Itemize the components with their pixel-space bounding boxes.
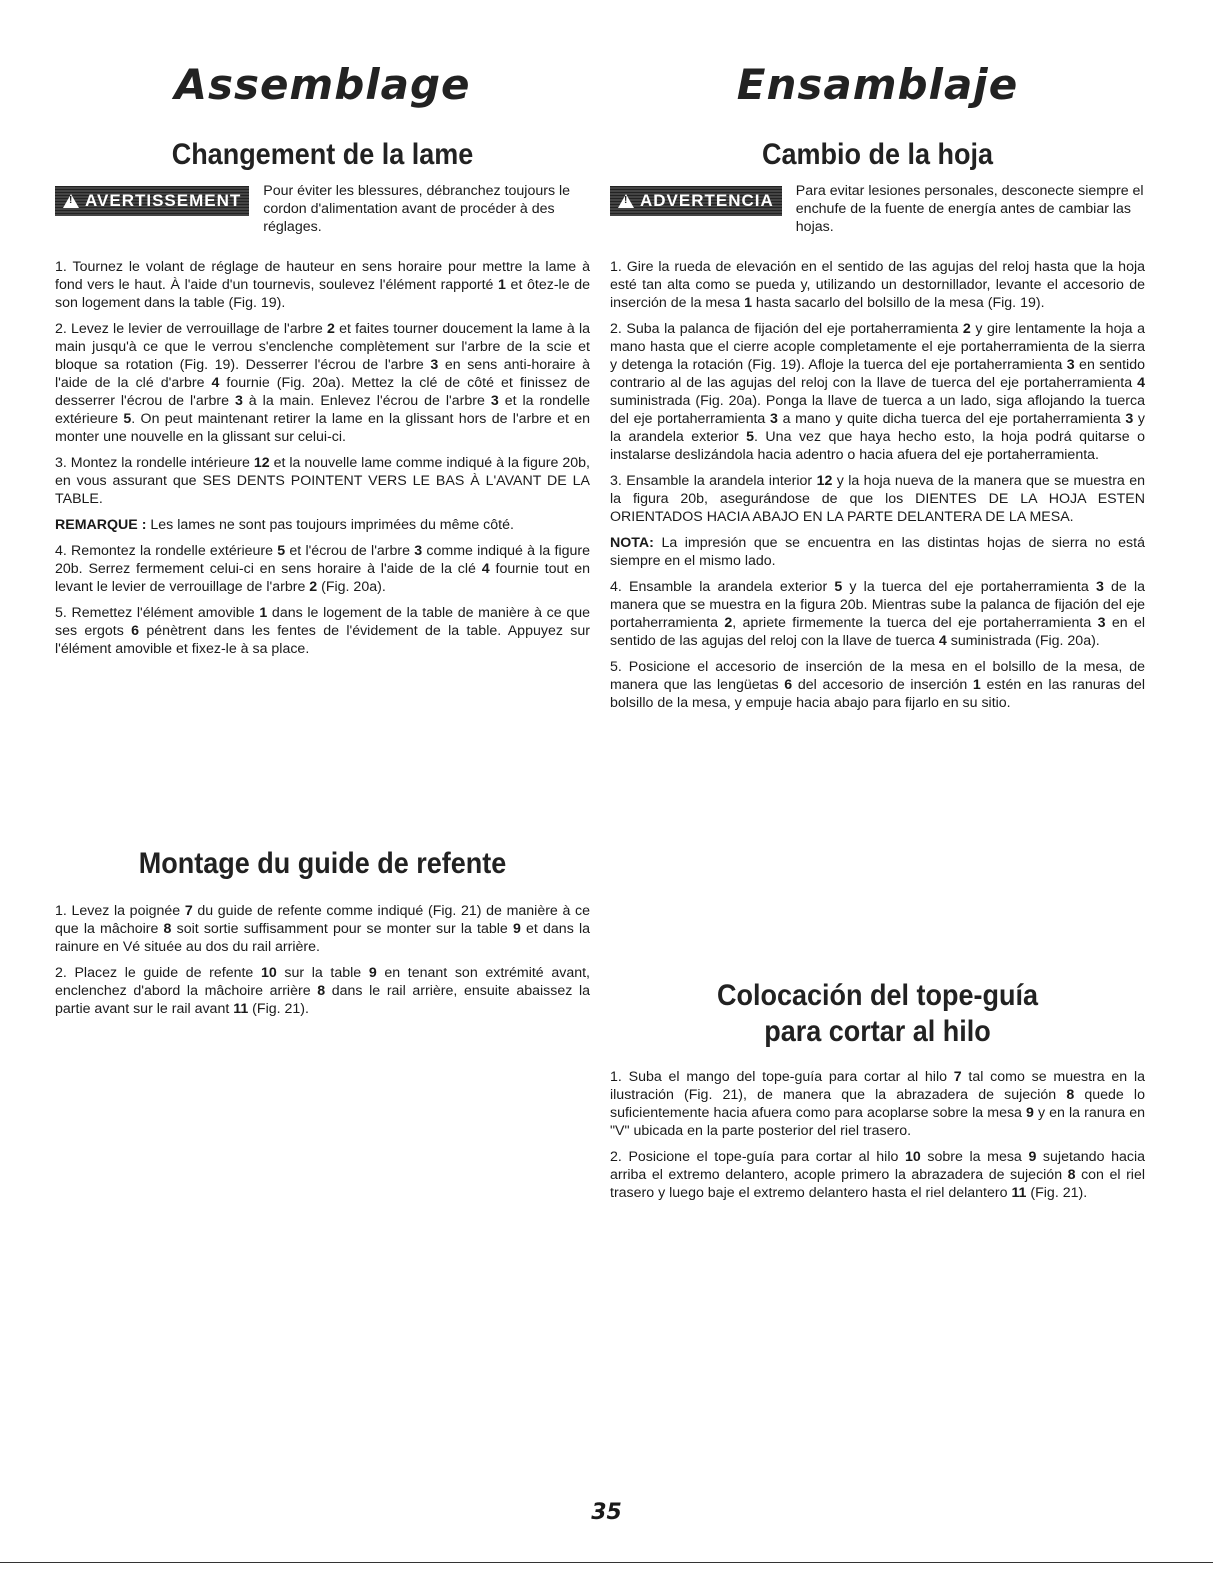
instructions-blade-change (610, 258, 1145, 720)
step-1: 1. Gire la rueda de elevación en el sentido de las agujas del reloj hasta que la hoja esté tan alta como se pueda y, utilizando un destornillador, levante el accesorio de inserción de la mesa 1 hasta sacarlo del bolsillo de la mesa (Fig. 19). (610, 259, 1145, 311)
step-2: 2. Posicione el tope-guía para cortar al hilo 10 sobre la mesa 9 sujetando hacia arriba el extremo delantero, acople primero la abrazadera de sujeción 8 con el riel trasero y luego baje el extremo delantero hasta el riel delantero 11 (Fig. 21). (610, 1149, 1145, 1201)
instructions-rip-fence (55, 902, 590, 1026)
section-heading-rip-fence-line1: Colocación del tope-guía (716, 979, 1039, 1012)
bottom-rule (0, 1562, 1213, 1563)
step-2: 2. Levez le levier de verrouillage de l'arbre 2 et faites tourner doucement la lame à la main jusqu'à ce que le verrou s'enclenche complètement sur l'arbre de la scie et bloque sa rotation (Fig. 19). Desserrer l'écrou de l'arbre 3 en sens anti-horaire à l'aide de la clé d'arbre 4 fournie (Fig. 20a). Mettez la clé de côté et finissez de desserrer l'écrou de l'arbre 3 à la main. Enlevez l'écrou de l'arbre 3 et la rondelle extérieure 5. On peut maintenant retirer la lame en la glissant hors de l'arbre et en monter une nouvelle en la glissant sur celui-ci. (55, 321, 591, 445)
step-1: 1. Tournez le volant de réglage de hauteur en sens horaire pour mettre la lame à fond vers le haut. À l'aide d'un tournevis, soulevez l'élément rapporté 1 et ôtez-le de son logement dans la table (Fig. 19). (55, 259, 590, 311)
warning-triangle-icon (618, 194, 634, 208)
warning-text: Pour éviter les blessures, débranchez toujours le cordon d'alimentation avant de procéder à des réglages. (263, 183, 571, 235)
page-title-french: Assemblage (174, 60, 471, 109)
warning-triangle-icon (63, 194, 79, 208)
instructions-blade-change (55, 258, 590, 666)
step-1: 1. Levez la poignée 7 du guide de refente comme indiqué (Fig. 21) de manière à ce que la mâchoire 8 soit sortie suffisamment pour se monter sur la table 9 et dans la rainure en Vé située au dos du rail arrière. (55, 903, 590, 955)
instructions-rip-fence (610, 1068, 1145, 1210)
step-1: 1. Suba el mango del tope-guía para cortar al hilo 7 tal como se muestra en la ilustración (Fig. 21), de manera que la abrazadera de sujeción 8 quede lo suficientemente hacia afuera como para acoplarse sobre la mesa 9 y en la ranura en "V" ubicada en la parte posterior del riel trasero. (610, 1069, 1145, 1139)
step-3: 3. Montez la rondelle intérieure 12 et la nouvelle lame comme indiqué à la figure 20b, en vous assurant que SES DENTS POINTENT VERS LE BAS À L'AVANT DE LA TABLE. (55, 455, 590, 507)
section-heading-rip-fence-line2: para cortar al hilo (764, 1015, 991, 1048)
section-heading-rip-fence: Montage du guide de refente (138, 847, 507, 880)
step-2: 2. Placez le guide de refente 10 sur la table 9 en tenant son extrémité avant, enclenchez d'abord la mâchoire arrière 8 dans le rail arrière, ensuite abaissez la partie avant sur le rail avant 11 (Fig. 21). (55, 965, 590, 1017)
warning-label: AVERTISSEMENT (85, 191, 242, 210)
warning-label: ADVERTENCIA (640, 191, 774, 210)
note: NOTA: La impresión que se encuentra en las distintas hojas de sierra no está siempre en el mismo lado. (610, 535, 1145, 569)
section-heading-blade-change: Changement de la lame (171, 138, 474, 171)
step-5: 5. Posicione el accesorio de inserción de la mesa en el bolsillo de la mesa, de manera que las lengüetas 6 del accesorio de inserción 1 estén en las ranuras del bolsillo de la mesa, y empuje hacia abajo para fijarlo en su sitio. (610, 659, 1146, 711)
step-5: 5. Remettez l'élément amovible 1 dans le logement de la table de manière à ce que ses ergots 6 pénètrent dans les fentes de l'évidement de la table. Appuyez sur l'élément amovible et fixez-le à sa place. (55, 605, 590, 657)
warning-text: Para evitar lesiones personales, desconecte siempre el enchufe de la fuente de energía antes de cambiar las hojas. (795, 183, 1144, 235)
warning-badge (610, 186, 782, 216)
note: REMARQUE : Les lames ne sont pas toujours imprimées du même côté. (55, 517, 514, 533)
section-heading-blade-change: Cambio de la hoja (761, 138, 994, 171)
step-4: 4. Remontez la rondelle extérieure 5 et l'écrou de l'arbre 3 comme indiqué à la figure 20b. Serrez fermement celui-ci en sens horaire à l'aide de la clé 4 fournie tout en levant le levier de verrouillage de l'arbre 2 (Fig. 20a). (55, 543, 590, 595)
step-4: 4. Ensamble la arandela exterior 5 y la tuerca del eje portaherramienta 3 de la manera que se muestra en la figura 20b. Mientras sube la palanca de fijación del eje portaherramienta 2, apriete firmemente la tuerca del eje portaherramienta 3 en el sentido de las agujas del reloj con la llave de tuerca 4 suministrada (Fig. 20a). (610, 579, 1145, 649)
warning-block (55, 182, 590, 236)
step-3: 3. Ensamble la arandela interior 12 y la hoja nueva de la manera que se muestra en la figura 20b, asegurándose de que los DIENTES DE LA HOJA ESTEN ORIENTADOS HACIA ABAJO EN LA PARTE DELANTERA DE LA MESA. (610, 473, 1145, 525)
page-number: 35 (591, 1500, 622, 1525)
step-2: 2. Suba la palanca de fijación del eje portaherramienta 2 y gire lentamente la hoja a mano hasta que el cierre acople completamente el eje portaherramienta de la sierra y detenga la rotación (Fig. 19). Afloje la tuerca del eje portaherramienta 3 en sentido contrario al de las agujas del reloj con la llave de tuerca del eje portaherramienta 4 suministrada (Fig. 20a). Ponga la llave de tuerca a un lado, siga aflojando la tuerca del eje portaherramienta 3 a mano y quite dicha tuerca del eje portaherramienta 3 y la arandela exterior 5. Una vez que haya hecho esto, la hoja podrá quitarse o instalarse deslizándola hacia adentro o hacia afuera del eje portaherramienta. (610, 321, 1146, 463)
page-title-spanish: Ensamblaje (736, 60, 1019, 109)
warning-badge (55, 186, 249, 216)
warning-block (610, 182, 1145, 236)
